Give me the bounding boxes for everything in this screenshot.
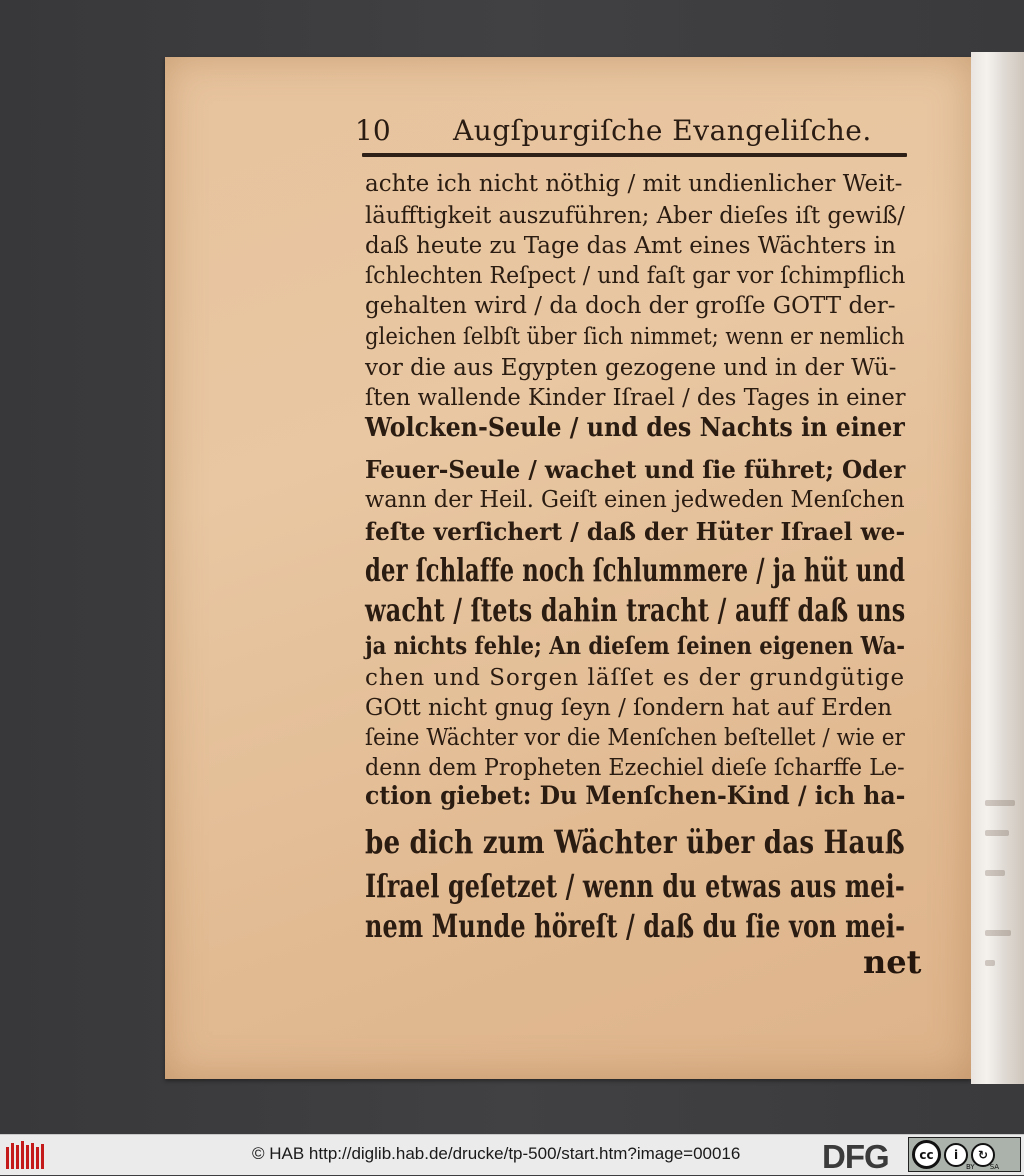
dfg-logo[interactable]: DFG [822, 1138, 889, 1175]
text-line: Feuer-Seule / wachet und ſie führet; Oder [365, 455, 906, 484]
cc-labels [966, 1163, 999, 1171]
text-line: feſte verſichert / daß der Hüter Iſrael we- [365, 517, 906, 546]
text-line: ſten wallende Kinder Iſrael / des Tages in einer [365, 385, 906, 411]
edge-text-fragment [985, 800, 1015, 806]
cc-license-badge[interactable] [908, 1137, 1021, 1172]
text-line: ſeine Wächter vor die Menſchen beſtellet / wie er [365, 725, 905, 751]
attribution-icon: i [944, 1143, 968, 1167]
footer-bar [0, 1134, 1024, 1175]
text-line: läufftigkeit auszuführen; Aber dieſes iſt gewiß/ [365, 203, 905, 229]
text-line: vor die aus Egypten gezogene und in der Wü- [365, 355, 897, 381]
sa-label: SA [989, 1163, 1000, 1171]
text-line: Iſrael geſetzet / wenn du etwas aus mei- [365, 867, 905, 905]
catchword: net [863, 943, 922, 981]
text-line: daß heute zu Tage das Amt eines Wächters in [365, 233, 896, 259]
edge-text-fragment [985, 960, 995, 966]
attribution-link[interactable]: © HAB http://diglib.hab.de/drucke/tp-500/start.htm?image=00016 [252, 1144, 741, 1163]
edge-text-fragment [985, 870, 1005, 876]
text-line: GOtt nicht gnug ſeyn / ſondern hat auf Erden [365, 695, 893, 721]
edge-text-fragment [985, 830, 1009, 836]
share-alike-icon: ↻ [971, 1143, 995, 1167]
text-line: wacht / ſtets dahin tracht / auff daß uns [365, 591, 906, 629]
hab-logo-icon[interactable] [6, 1141, 46, 1169]
page-number: 10 [355, 114, 391, 147]
text-line: ja nichts fehle; An dieſem ſeinen eigenen Wa- [365, 631, 906, 660]
text-line: ction giebet: Du Menſchen-Kind / ich ha- [365, 781, 906, 810]
text-line: ſchlechten Reſpect / und faſt gar vor ſchimpflich [365, 263, 906, 289]
text-line: denn dem Propheten Ezechiel dieſe ſcharffe Le- [365, 755, 905, 781]
text-line: wann der Heil. Geiſt einen jedweden Menſchen [365, 487, 905, 513]
by-label: BY [966, 1163, 975, 1171]
text-line: gehalten wird / da doch der groſſe GOTT der- [365, 293, 896, 319]
running-head: Augſpurgiſche Evangeliſche. [453, 114, 872, 147]
text-line: gleichen ſelbſt über ſich nimmet; wenn er nemlich [365, 324, 905, 350]
page-header [355, 112, 905, 152]
cc-icon: cc [912, 1140, 941, 1169]
text-line: be dich zum Wächter über das Hauß [365, 823, 905, 861]
text-line: der ſchlaffe noch ſchlummere / ja hüt und [365, 551, 906, 589]
text-line: nem Munde höreſt / daß du ſie von mei- [365, 907, 906, 945]
edge-text-fragment [985, 930, 1011, 936]
header-rule [362, 153, 907, 157]
text-line: chen und Sorgen läſſet es der grundgütige [365, 665, 906, 691]
text-line: achte ich nicht nöthig / mit undienlicher Weit- [365, 171, 903, 197]
text-line: Wolcken-Seule / und des Nachts in einer [365, 413, 905, 443]
